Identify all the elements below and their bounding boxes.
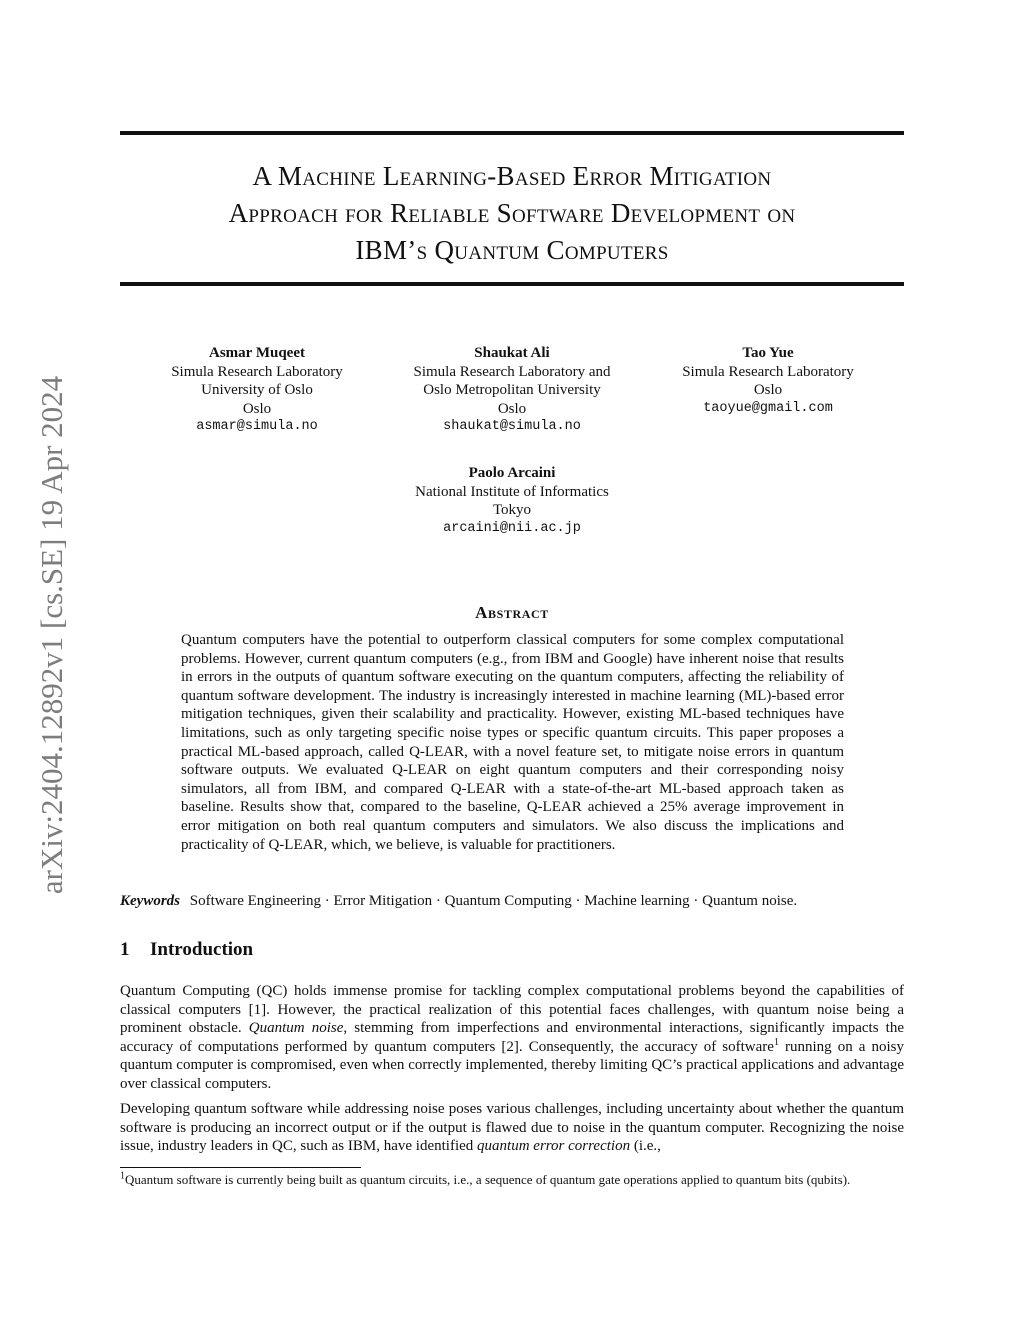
author-affiliation: Simula Research Laboratory xyxy=(682,363,854,380)
footnote-rule xyxy=(120,1167,361,1168)
author-affiliation: National Institute of Informatics xyxy=(415,483,609,500)
footnote-text: Quantum software is currently being built as quantum circuits, i.e., a sequence of quantum gate operations applied to quantum bits (qubits). xyxy=(125,1172,851,1187)
section-heading-introduction xyxy=(120,939,253,961)
author-affiliation: Simula Research Laboratory and xyxy=(413,363,611,380)
title-top-rule xyxy=(120,131,904,135)
section-title: Introduction xyxy=(150,939,254,960)
author-affiliation: Oslo Metropolitan University xyxy=(423,382,601,398)
paragraph-text: Quantum Computing (QC) holds immense promise for tackling complex computational problems beyond the capabilities of classical computers [1]. However, the practical realization of this potential faces challenges, with quantum noise being a prominent obstacle. xyxy=(120,983,904,1037)
paragraph-text: (i.e., xyxy=(630,1138,661,1155)
author-name: Asmar Muqeet xyxy=(209,345,305,361)
author-city: Oslo xyxy=(753,382,783,398)
emphasis-term: quantum error correction xyxy=(477,1138,631,1155)
title-bottom-rule xyxy=(120,282,904,286)
author-city: Oslo xyxy=(242,400,272,417)
emphasis-term: Quantum noise xyxy=(248,1020,344,1037)
title-line-3: IBM’s Quantum Computers xyxy=(355,235,669,265)
author-city: Tokyo xyxy=(492,502,532,518)
keywords xyxy=(120,892,904,911)
paragraph-text: Developing quantum software while addressing noise poses various challenges, including uncertainty about whether the quantum software is producing an incorrect output or if the output is flawed due to noise in the quantum computer. Recognizing the noise issue, industry leaders in QC, such as IBM, have identified xyxy=(120,1101,904,1155)
abstract-text: Quantum computers have the potential to outperform classical computers for some complex computational problems. However, current quantum computers (e.g., from IBM and Google) have inherent noise that results in errors in the outputs of quantum software executing on the quantum computers, affecting the reliability of quantum software development. The industry is increasingly interested in machine learning (ML)-based error mitigation techniques, given their scalability and practicality. However, existing ML-based techniques have limitations, such as only targeting specific noise types or specific quantum circuits. This paper proposes a practical ML-based approach, called Q-LEAR, with a novel feature set, to mitigate noise errors in quantum software outputs. We evaluated Q-LEAR on eight quantum computers and their corresponding noisy simulators, all from IBM, and compared Q-LEAR with a state-of-the-art ML-based approach taken as baseline. Results show that, compared to the baseline, Q-LEAR achieved a 25% average improvement in error mitigation on both real quantum computers and simulators. We also discuss the implications and practicality of Q-LEAR, which, we believe, is valuable for practitioners. xyxy=(181,632,844,853)
author-city: Oslo xyxy=(497,400,527,417)
paragraph-text: , stemming from imperfections and environmental interactions, significantly impacts the accuracy of computations performed by quantum computers [2]. Consequently, the accuracy of software xyxy=(120,1020,905,1055)
intro-paragraph-2 xyxy=(120,1100,904,1156)
footnote-number: 1 xyxy=(120,1170,125,1182)
paragraph-text: running on a noisy quantum computer is compromised, even when correctly implemented, thereby limiting QC’s practical applications and advantage over classical computers. xyxy=(120,1038,904,1092)
arxiv-identifier: arXiv:2404.12892v1 [cs.SE] 19 Apr 2024 xyxy=(34,375,69,895)
paper-title xyxy=(120,158,904,269)
title-line-2: Approach for Reliable Software Development on xyxy=(228,198,796,228)
author-block-muqeet xyxy=(137,344,377,437)
author-email: arcaini@nii.ac.jp xyxy=(443,520,581,536)
author-block-yue xyxy=(648,344,888,418)
title-line-1: A Machine Learning-Based Error Mitigation xyxy=(252,161,772,191)
author-email: taoyue@gmail.com xyxy=(703,400,833,416)
footnote-marker: 1 xyxy=(773,1036,779,1048)
abstract-heading: Abstract xyxy=(475,603,549,622)
author-affiliation: Simula Research Laboratory xyxy=(171,363,343,380)
author-email: asmar@simula.no xyxy=(196,419,318,434)
author-block-ali xyxy=(392,344,632,437)
author-email: shaukat@simula.no xyxy=(443,419,581,434)
keywords-label: Keywords xyxy=(120,893,180,909)
section-number: 1 xyxy=(120,939,130,960)
intro-paragraph-1 xyxy=(120,982,904,1094)
author-name: Tao Yue xyxy=(742,345,794,361)
keywords-list: Software Engineering · Error Mitigation · Quantum Computing · Machine learning · Quantum noise. xyxy=(189,893,798,909)
author-affiliation: University of Oslo xyxy=(201,382,313,398)
author-block-arcaini xyxy=(392,464,632,538)
author-name: Paolo Arcaini xyxy=(468,465,556,481)
footnote xyxy=(120,1172,904,1189)
author-name: Shaukat Ali xyxy=(474,345,550,361)
